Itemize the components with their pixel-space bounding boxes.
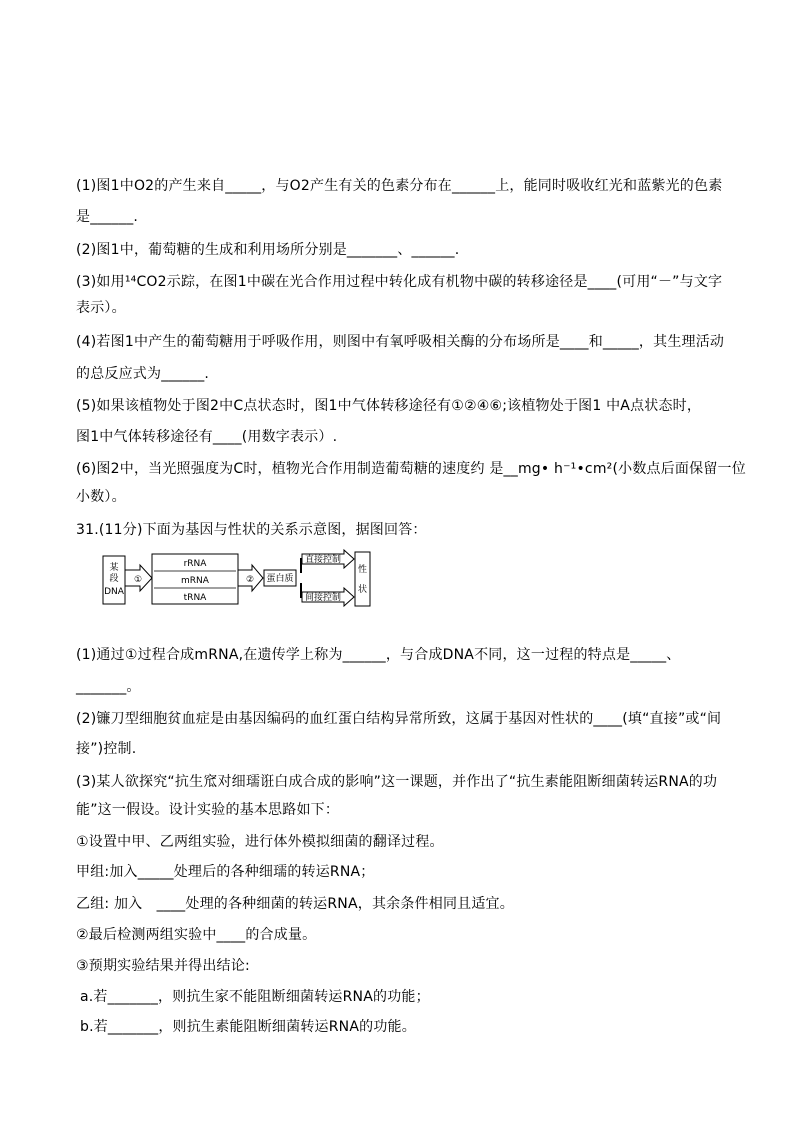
p10: 小数）。: [76, 489, 126, 505]
rna-3: tRNA: [183, 593, 207, 603]
p19: 甲组:加入_____处理后的各种细瓀的转运RNA；: [76, 864, 375, 880]
p15: 接”)控制.: [76, 741, 137, 757]
p9: (6)图2中，当光照强度为C时，植物光合作用制造葡萄糖的速度约 是__mg• h⁻¹•cm²(小数点后面保留一位: [76, 461, 746, 477]
step1-label: ①: [133, 575, 143, 585]
p13: _______。: [76, 679, 141, 695]
branch-up: [296, 558, 302, 573]
trait-label-2: 状: [357, 585, 368, 595]
p20: 乙组: 加入 ____处理的各种细菌的转运RNA，其余条件相同且适宜。: [76, 896, 514, 912]
p18: ①设置中甲、乙两组实验，进行体外模拟细菌的翻译过程。: [76, 834, 444, 850]
trait-label-1: 性: [357, 565, 368, 575]
p0: (1)图1中O2的产生来自_____，与O2产生有关的色素分布在______上，能同时吸收红光和蓝紫光的色素: [76, 178, 723, 194]
rna-1: rRNA: [183, 559, 207, 569]
p3: (3)如用¹⁴CO2示踪，在图1中碳在光合作用过程中转化成有机物中碳的转移途径是____(可用“－”与文字: [76, 274, 723, 290]
dna-label-2: 段: [109, 574, 119, 584]
p23: a.若_______，则抗生家不能阻断细菌转运RNA的功能；: [80, 989, 430, 1005]
p14: (2)镰刀型细胞贫血症是由基因编码的血红蛋白结构异常所致，这属于基因对性状的____(填“直接”或“间: [76, 711, 722, 727]
p24: b.若_______，则抗生素能阻断细菌转运RNA的功能。: [80, 1019, 416, 1035]
p6: 的总反应式为______.: [76, 366, 210, 382]
dna-label-3: DNA: [104, 587, 124, 597]
direct-label: 直接控制: [304, 555, 342, 565]
p5: (4)若图1中产生的葡萄糖用于呼吸作用，则图中有氧呼吸相关酶的分布场所是____和_____，其生理活动: [76, 334, 725, 350]
p11: 31.(11分)下面为基因与性状的关系示意图，据图回答：: [76, 522, 427, 538]
p2: (2)图1中，葡萄糖的生成和利用场所分别是_______、______.: [76, 242, 460, 258]
dna-label-1: 某: [109, 563, 119, 573]
protein-label: 蛋白质: [266, 574, 294, 584]
trait-box: [355, 552, 370, 606]
p17: 能”这一假设。设计实验的基本思路如下：: [76, 802, 340, 818]
step2-label: ②: [245, 575, 255, 585]
p7: (5)如果该植物处于图2中C点状态时，图1中气体转移途径有①②④⑥;该植物处于图1 中A点状态时，: [76, 398, 702, 414]
gene-trait-diagram: [102, 548, 372, 610]
branch-down: [296, 583, 302, 598]
p1: 是______.: [76, 209, 139, 225]
diagram-svg: [102, 548, 372, 610]
rna-2: mRNA: [181, 576, 209, 586]
p8: 图1中气体转移途径有____(用数字表示）.: [76, 429, 338, 445]
p12: (1)通过①过程合成mRNA,在遗传学上称为______，与合成DNA不同，这一过程的特点是_____、: [76, 647, 681, 663]
p21: ②最后检测两组实验中____的合成量。: [76, 927, 317, 943]
p22: ③预期实验结果并得出结论:: [76, 958, 250, 974]
p4: 表示）。: [76, 300, 126, 316]
p16: (3)某人欲探究“抗生窊对细瓀诳白成合成的影响”这一课题，并作出了“抗生素能阻断细菌转运RNA的功: [76, 774, 718, 790]
indirect-label: 间接控制: [304, 593, 342, 603]
